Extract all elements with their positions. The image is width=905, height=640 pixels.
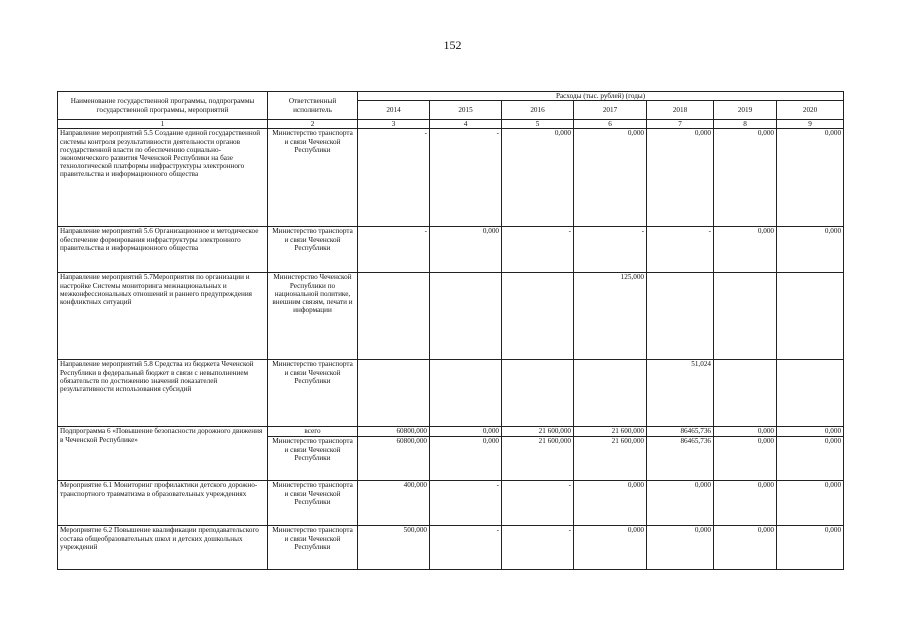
column-number: 7 <box>647 120 714 129</box>
column-number: 8 <box>714 120 777 129</box>
value-cell: 60800,000 <box>358 427 430 437</box>
value-cell: 0,000 <box>777 129 844 227</box>
value-cell <box>430 273 502 360</box>
subprogram-total-row <box>58 427 844 437</box>
header-year: 2017 <box>574 101 647 120</box>
activity-executor: Министерство транспорта и связи Чеченской Республики <box>268 227 358 273</box>
activity-executor: Министерство транспорта и связи Чеченской Республики <box>268 360 358 427</box>
value-cell: 0,000 <box>647 129 714 227</box>
table-row <box>58 360 844 427</box>
header-expenses: Расходы (тыс. рублей) (годы) <box>358 92 844 101</box>
value-cell <box>714 273 777 360</box>
value-cell: - <box>430 481 502 526</box>
value-cell: 0,000 <box>714 129 777 227</box>
value-cell: 21 600,000 <box>502 437 574 481</box>
value-cell: 0,000 <box>777 481 844 526</box>
header-name: Наименование государственной программы, подпрограммы государственной программы, мероприятий <box>58 92 268 120</box>
activity-name: Направление мероприятий 5.6 Организационное и методическое обеспечение формирования инфраструктуры электронного правительства и информационного общества <box>58 227 268 273</box>
value-cell: 0,000 <box>574 129 647 227</box>
table-row <box>58 227 844 273</box>
activity-executor: Министерство транспорта и связи Чеченской Республики <box>268 526 358 570</box>
value-cell: 0,000 <box>574 481 647 526</box>
table-row <box>58 273 844 360</box>
header-year: 2014 <box>358 101 430 120</box>
value-cell: 51,024 <box>647 360 714 427</box>
value-cell: 86465,736 <box>647 437 714 481</box>
budget-table <box>57 91 844 570</box>
value-cell: 0,000 <box>502 129 574 227</box>
value-cell: 0,000 <box>647 481 714 526</box>
value-cell: 21 600,000 <box>502 427 574 437</box>
column-number: 6 <box>574 120 647 129</box>
value-cell: - <box>358 227 430 273</box>
value-cell <box>647 273 714 360</box>
value-cell: - <box>502 227 574 273</box>
value-cell: 0,000 <box>714 481 777 526</box>
column-number: 9 <box>777 120 844 129</box>
value-cell <box>777 273 844 360</box>
subprogram-total-label: всего <box>268 427 358 437</box>
value-cell <box>502 273 574 360</box>
activity-name: Направление мероприятий 5.8 Средства из бюджета Чеченской Республики в федеральный бюджет в связи с невыполнением обязательств по достижению значений показателей результативности использования субсидий <box>58 360 268 427</box>
activity-executor: Министерство Чеченской Республики по национальной политике, внешним связям, печати и информации <box>268 273 358 360</box>
value-cell: 0,000 <box>777 227 844 273</box>
subprogram-executor: Министерство транспорта и связи Чеченской Республики <box>268 437 358 481</box>
activity-name: Направление мероприятий 5.5 Создание единой государственной системы контроля результативности деятельности органов государственной власти по обеспечению социально-экономического развития Чеченской Республики на базе технологической платформы инфраструктуры электронного правительства и информационного общества <box>58 129 268 227</box>
column-number: 4 <box>430 120 502 129</box>
value-cell: - <box>647 227 714 273</box>
value-cell: 21 600,000 <box>574 437 647 481</box>
table-row <box>58 129 844 227</box>
value-cell: 0,000 <box>777 526 844 570</box>
value-cell <box>574 360 647 427</box>
column-number: 3 <box>358 120 430 129</box>
table-row <box>58 481 844 526</box>
value-cell <box>714 360 777 427</box>
value-cell: 125,000 <box>574 273 647 360</box>
value-cell: 0,000 <box>430 437 502 481</box>
value-cell: - <box>574 227 647 273</box>
table-row <box>58 526 844 570</box>
value-cell: 0,000 <box>777 427 844 437</box>
value-cell: - <box>430 526 502 570</box>
subprogram-name: Подпрограмма 6 «Повышение безопасности дорожного движения в Чеченской Республике» <box>58 427 268 481</box>
header-year: 2020 <box>777 101 844 120</box>
value-cell <box>358 360 430 427</box>
column-number: 1 <box>58 120 268 129</box>
value-cell: 0,000 <box>714 427 777 437</box>
value-cell: 0,000 <box>714 526 777 570</box>
value-cell: 0,000 <box>714 227 777 273</box>
column-number: 2 <box>268 120 358 129</box>
value-cell: 0,000 <box>430 227 502 273</box>
activity-executor: Министерство транспорта и связи Чеченской Республики <box>268 481 358 526</box>
header-year: 2016 <box>502 101 574 120</box>
activity-name: Мероприятие 6.2 Повышение квалификации преподавательского состава общеобразовательных школ и детских дошкольных учреждений <box>58 526 268 570</box>
activity-executor: Министерство транспорта и связи Чеченской Республики <box>268 129 358 227</box>
header-year: 2018 <box>647 101 714 120</box>
header-year: 2015 <box>430 101 502 120</box>
value-cell <box>777 360 844 427</box>
value-cell <box>502 360 574 427</box>
column-number-row <box>58 120 844 129</box>
value-cell <box>430 360 502 427</box>
value-cell: 0,000 <box>777 437 844 481</box>
value-cell: - <box>430 129 502 227</box>
value-cell: - <box>502 481 574 526</box>
value-cell: 0,000 <box>714 437 777 481</box>
value-cell: - <box>502 526 574 570</box>
value-cell: 60800,000 <box>358 437 430 481</box>
value-cell: 500,000 <box>358 526 430 570</box>
activity-name: Мероприятие 6.1 Мониторинг профилактики детского дорожно-транспортного травматизма в образовательных учреждениях <box>58 481 268 526</box>
value-cell: 400,000 <box>358 481 430 526</box>
value-cell: 21 600,000 <box>574 427 647 437</box>
value-cell: - <box>358 129 430 227</box>
header-executor: Ответственный исполнитель <box>268 92 358 120</box>
header-year: 2019 <box>714 101 777 120</box>
value-cell <box>358 273 430 360</box>
column-number: 5 <box>502 120 574 129</box>
value-cell: 86465,736 <box>647 427 714 437</box>
value-cell: 0,000 <box>647 526 714 570</box>
activity-name: Направление мероприятий 5.7Мероприятия по организации и настройке Системы мониторинга межнациональных и межконфессиональных отношений и раннего предупреждения конфликтных ситуаций <box>58 273 268 360</box>
value-cell: 0,000 <box>430 427 502 437</box>
value-cell: 0,000 <box>574 526 647 570</box>
page-number: 152 <box>443 38 462 52</box>
